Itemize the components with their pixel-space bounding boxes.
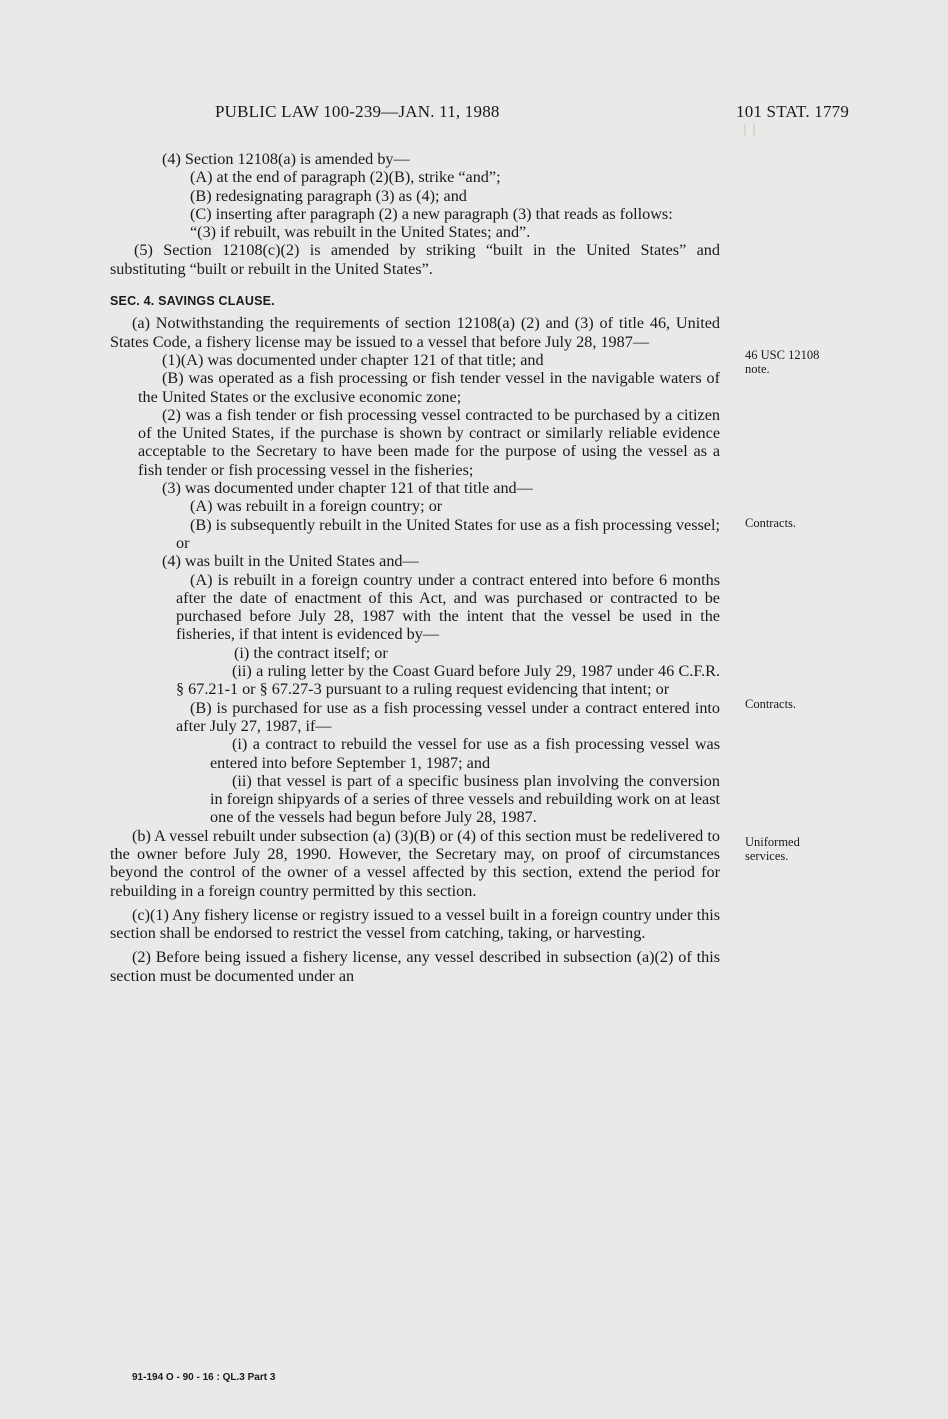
paragraph: (5) Section 12108(c)(2) is amended by striking “built in the United States” and substituting “built or rebuilt in the United States”. bbox=[110, 241, 720, 278]
paragraph: (ii) a ruling letter by the Coast Guard before July 29, 1987 under 46 C.F.R. § 67.21-1 or § 67.27-3 pursuant to a ruling request evidencing that intent; or bbox=[176, 662, 720, 699]
paragraph: (a) Notwithstanding the requirements of section 12108(a) (2) and (3) of title 46, United States Code, a fishery license may be issued to a vessel that before July 28, 1987— bbox=[110, 314, 720, 351]
paragraph: (ii) that vessel is part of a specific business plan involving the conversion in foreign shipyards of a series of three vessels and rebuilding work on at least one of the vessels had begun before July 28, 1987. bbox=[210, 771, 720, 827]
paragraph: (4) was built in the United States and— bbox=[162, 552, 419, 571]
margin-note-uniformed-services: Uniformed services. bbox=[745, 835, 800, 863]
bleed-through-mark: I I bbox=[742, 122, 757, 139]
margin-note-contracts: Contracts. bbox=[745, 516, 797, 530]
paragraph: “(3) if rebuilt, was rebuilt in the United States; and”. bbox=[190, 223, 531, 242]
printing-footer: 91-194 O - 90 - 16 : QL.3 Part 3 bbox=[132, 1372, 276, 1383]
margin-note-contracts: Contracts. bbox=[745, 697, 797, 711]
paragraph: (A) was rebuilt in a foreign country; or bbox=[190, 497, 443, 516]
section-heading: SEC. 4. SAVINGS CLAUSE. bbox=[110, 294, 275, 309]
paragraph: (i) the contract itself; or bbox=[234, 643, 388, 662]
paragraph: (b) A vessel rebuilt under subsection (a) (3)(B) or (4) of this section must be redelivered to the owner before July 28, 1990. However, the Secretary may, on proof of circumstances beyond the control of the owner of a vessel affected by this section, extend the period for rebuilding in a foreign country permitted by this section. bbox=[110, 826, 720, 900]
page-number-header: 101 STAT. 1779 bbox=[736, 102, 850, 121]
paragraph: (3) was documented under chapter 121 of that title and— bbox=[162, 479, 533, 498]
running-header-left: PUBLIC LAW 100-239—JAN. 11, 1988 bbox=[215, 102, 500, 121]
paragraph: (1)(A) was documented under chapter 121 of that title; and bbox=[162, 350, 544, 369]
paragraph: (A) at the end of paragraph (2)(B), strike “and”; bbox=[190, 168, 501, 187]
paragraph: (2) Before being issued a fishery license, any vessel described in subsection (a)(2) of this section must be documented under an bbox=[110, 948, 720, 985]
paragraph: (B) is purchased for use as a fish processing vessel under a contract entered into after July 27, 1987, if— bbox=[176, 698, 720, 735]
paragraph: (A) is rebuilt in a foreign country under a contract entered into before 6 months after the date of enactment of this Act, and was purchased or contracted to be purchased before July 28, 1987 with the intent that the vessel be used in the fisheries, if that intent is evidenced by— bbox=[176, 570, 720, 644]
margin-note-usc: 46 USC 12108 note. bbox=[745, 348, 820, 376]
paragraph: (C) inserting after paragraph (2) a new paragraph (3) that reads as follows: bbox=[190, 204, 673, 223]
body-text bbox=[110, 150, 720, 985]
paragraph: (B) was operated as a fish processing or fish tender vessel in the navigable waters of the United States or the exclusive economic zone; bbox=[138, 369, 720, 406]
paragraph: (2) was a fish tender or fish processing vessel contracted to be purchased by a citizen of the United States, if the purchase is shown by contract or similarly reliable evidence acceptable to the Secretary to have been made for the purpose of using the vessel as a fish tender or fish processing vessel in the fisheries; bbox=[138, 405, 720, 479]
paragraph: (c)(1) Any fishery license or registry issued to a vessel built in a foreign country under this section shall be endorsed to restrict the vessel from catching, taking, or harvesting. bbox=[110, 905, 720, 943]
paragraph: (4) Section 12108(a) is amended by— bbox=[162, 150, 410, 168]
paragraph: (i) a contract to rebuild the vessel for use as a fish processing vessel was entered into before September 1, 1987; and bbox=[210, 735, 720, 772]
paragraph: (B) redesignating paragraph (3) as (4); and bbox=[190, 186, 467, 205]
paragraph: (B) is subsequently rebuilt in the United States for use as a fish processing vessel; or bbox=[176, 515, 720, 552]
